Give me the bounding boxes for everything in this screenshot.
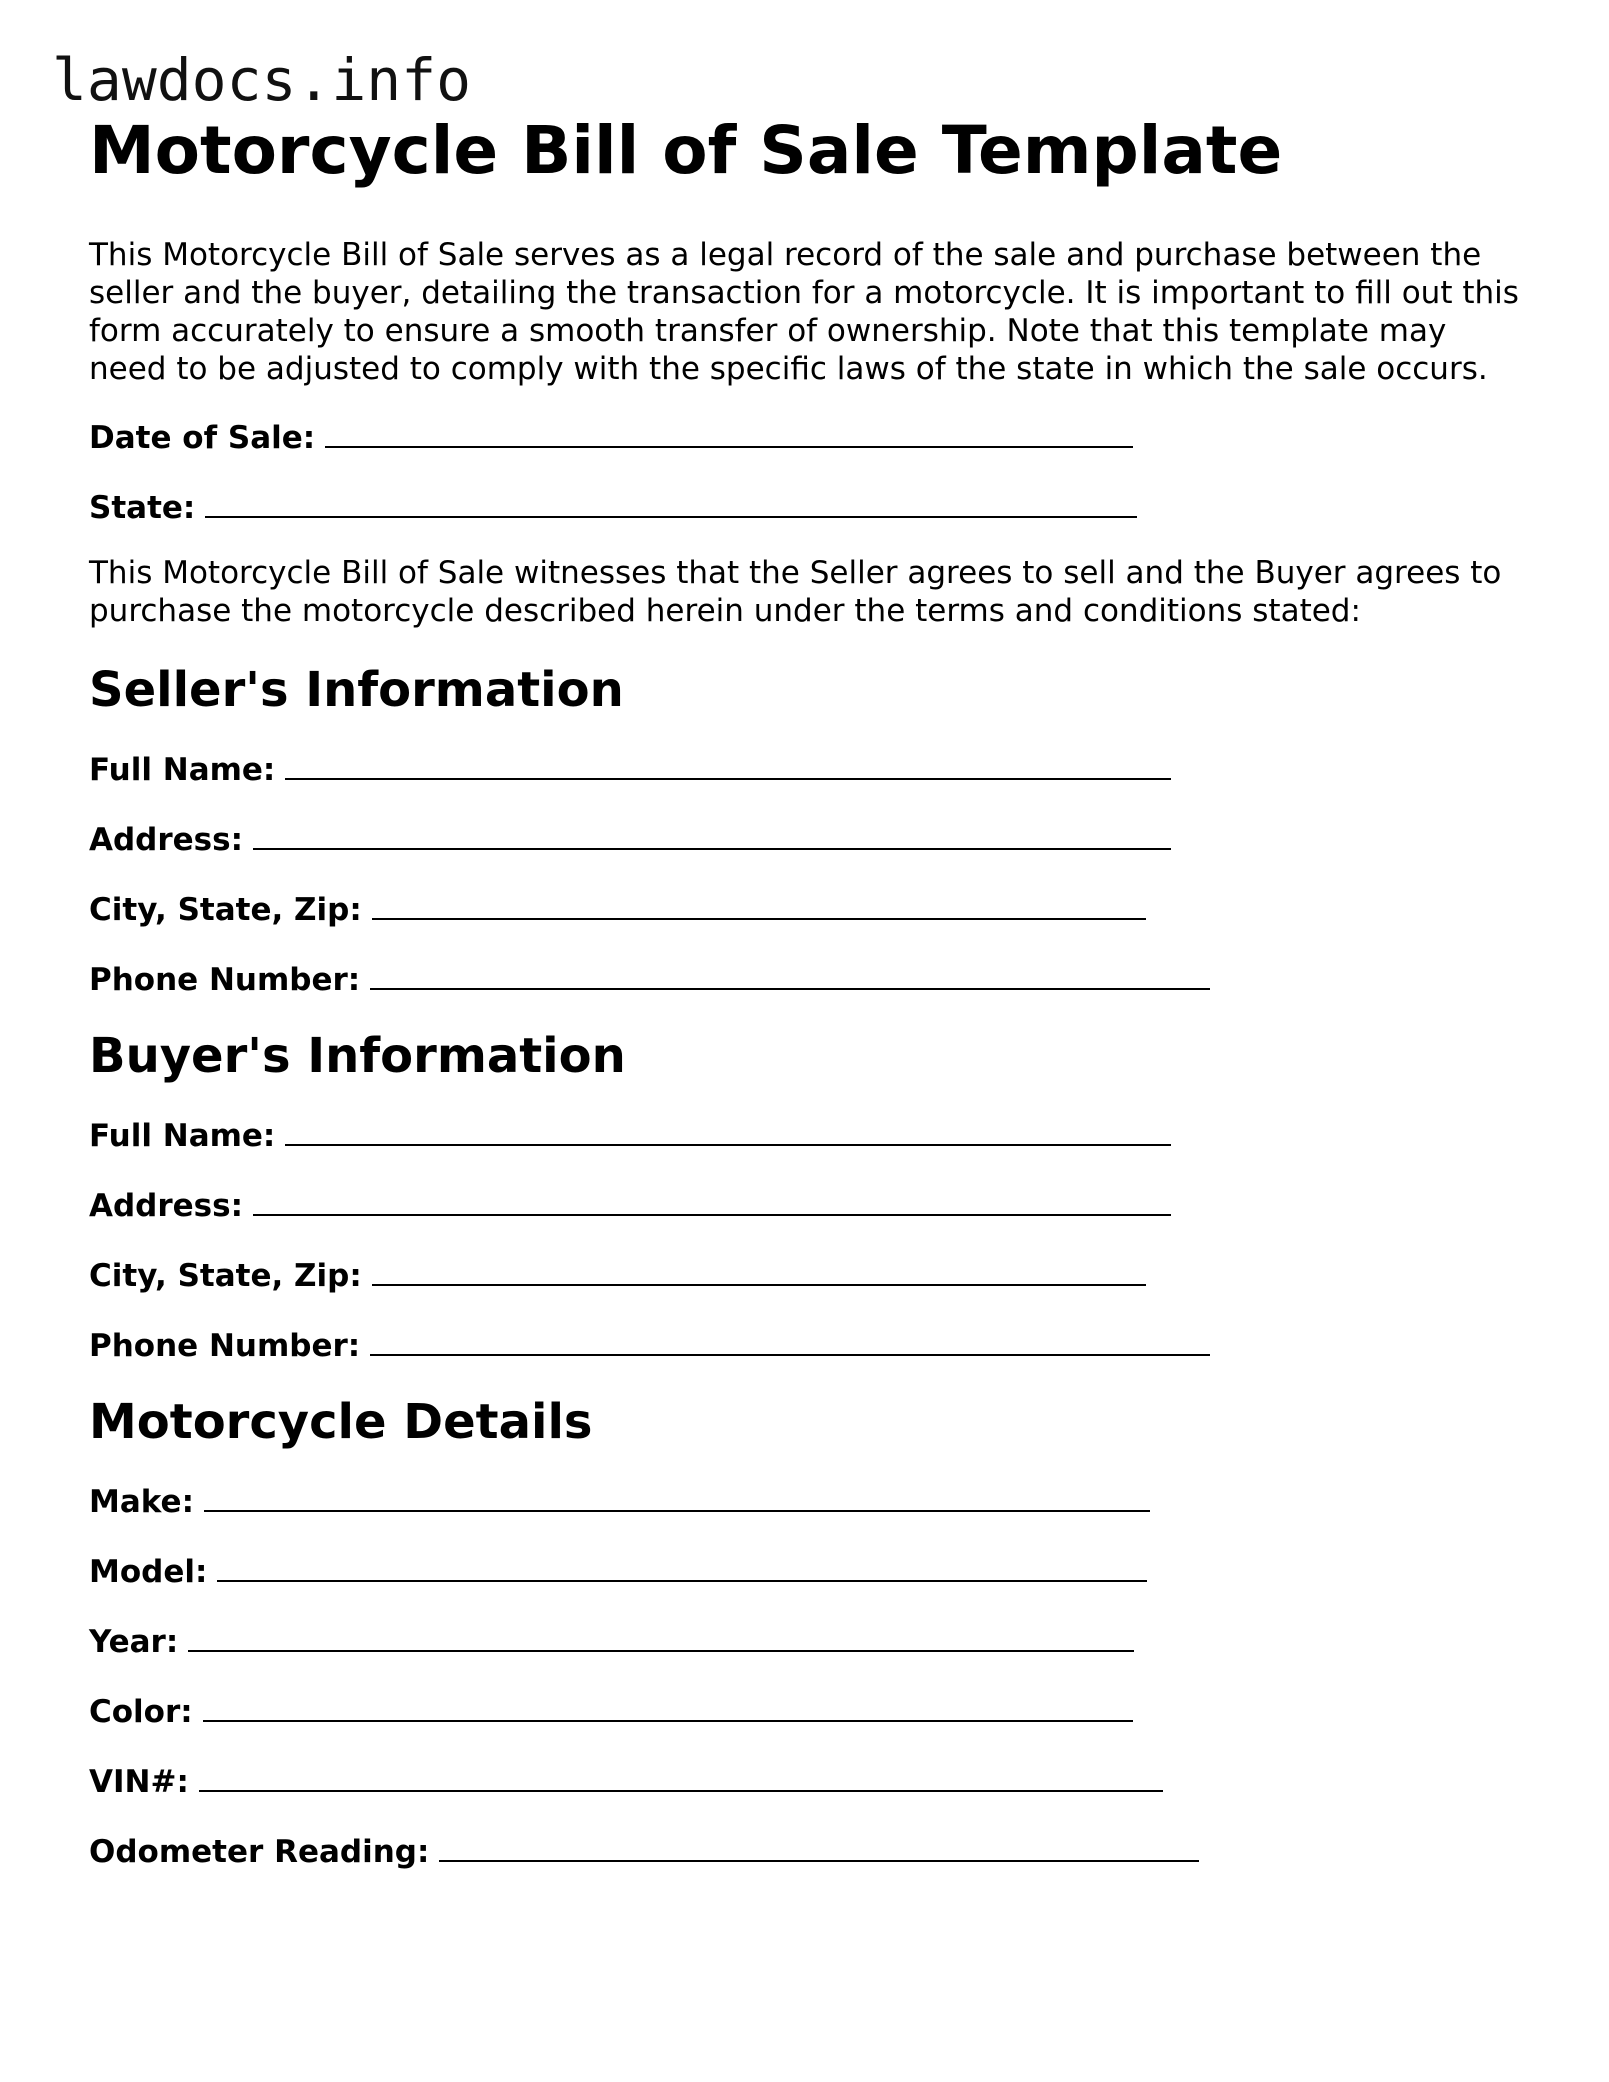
- buyer-full-name-line[interactable]: [285, 1114, 1171, 1146]
- watermark-logo: lawdocs.info: [52, 46, 472, 114]
- model-line[interactable]: [217, 1550, 1147, 1582]
- year-label: Year:: [89, 1624, 179, 1660]
- color-field: [89, 1690, 1529, 1732]
- date-of-sale-label: Date of Sale:: [89, 420, 316, 456]
- buyer-section-heading: Buyer's Information: [89, 1028, 626, 1084]
- make-line[interactable]: [204, 1480, 1150, 1512]
- buyer-city-state-zip-line[interactable]: [372, 1254, 1146, 1286]
- buyer-address-label: Address:: [89, 1188, 243, 1224]
- odometer-line[interactable]: [439, 1830, 1199, 1862]
- buyer-full-name-field: [89, 1114, 1529, 1156]
- page-title: Motorcycle Bill of Sale Template: [89, 112, 1283, 189]
- intro-paragraph: This Motorcycle Bill of Sale serves as a legal record of the sale and purchase between the seller and the buyer, detailing the transaction for a motorcycle. It is important to fill out this form accurately to ensure a smooth transfer of ownership. Note that this template may need to be adjusted to comply with the specific laws of the state in which the sale occurs.: [89, 237, 1519, 387]
- date-of-sale-field: [89, 416, 1529, 458]
- seller-phone-label: Phone Number:: [89, 962, 361, 998]
- buyer-city-state-zip-label: City, State, Zip:: [89, 1258, 362, 1294]
- seller-full-name-label: Full Name:: [89, 752, 276, 788]
- witness-paragraph: This Motorcycle Bill of Sale witnesses that the Seller agrees to sell and the Buyer agrees to purchase the motorcycle described herein under the terms and conditions stated:: [89, 555, 1502, 629]
- motorcycle-section-heading: Motorcycle Details: [89, 1394, 593, 1450]
- year-field: [89, 1620, 1529, 1662]
- odometer-field: [89, 1830, 1529, 1872]
- seller-city-state-zip-field: [89, 888, 1529, 930]
- state-line[interactable]: [205, 486, 1137, 518]
- seller-address-field: [89, 818, 1529, 860]
- seller-phone-line[interactable]: [370, 958, 1210, 990]
- vin-field: [89, 1760, 1529, 1802]
- make-label: Make:: [89, 1484, 194, 1520]
- vin-label: VIN#:: [89, 1764, 189, 1800]
- state-label: State:: [89, 490, 196, 526]
- seller-phone-field: [89, 958, 1529, 1000]
- year-line[interactable]: [188, 1620, 1134, 1652]
- buyer-phone-field: [89, 1324, 1529, 1366]
- seller-address-label: Address:: [89, 822, 243, 858]
- buyer-phone-line[interactable]: [370, 1324, 1210, 1356]
- state-field: [89, 486, 1529, 528]
- buyer-full-name-label: Full Name:: [89, 1118, 276, 1154]
- seller-full-name-line[interactable]: [285, 748, 1171, 780]
- seller-full-name-field: [89, 748, 1529, 790]
- date-of-sale-line[interactable]: [325, 416, 1133, 448]
- seller-address-line[interactable]: [253, 818, 1171, 850]
- vin-line[interactable]: [199, 1760, 1163, 1792]
- model-field: [89, 1550, 1529, 1592]
- buyer-phone-label: Phone Number:: [89, 1328, 361, 1364]
- document-page: [89, 108, 1529, 1872]
- color-line[interactable]: [203, 1690, 1133, 1722]
- buyer-city-state-zip-field: [89, 1254, 1529, 1296]
- make-field: [89, 1480, 1529, 1522]
- seller-city-state-zip-label: City, State, Zip:: [89, 892, 362, 928]
- seller-section-heading: Seller's Information: [89, 662, 624, 718]
- color-label: Color:: [89, 1694, 193, 1730]
- odometer-label: Odometer Reading:: [89, 1834, 430, 1870]
- seller-city-state-zip-line[interactable]: [372, 888, 1146, 920]
- buyer-address-line[interactable]: [253, 1184, 1171, 1216]
- model-label: Model:: [89, 1554, 208, 1590]
- buyer-address-field: [89, 1184, 1529, 1226]
